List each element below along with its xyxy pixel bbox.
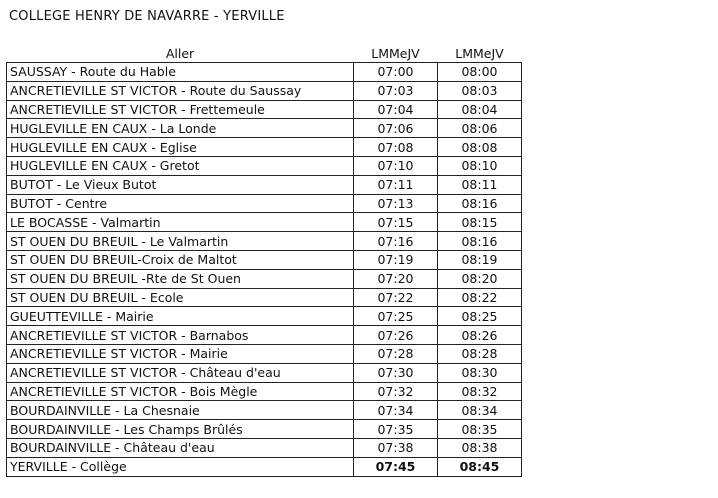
time-first: 07:08 [354,138,438,157]
time-second: 08:26 [438,326,522,345]
time-first: 07:19 [354,250,438,269]
table-row [7,119,522,138]
stop-name: YERVILLE - Collège [7,457,354,476]
table-row [7,232,522,251]
time-second: 08:15 [438,213,522,232]
stop-name: HUGLEVILLE EN CAUX - La Londe [7,119,354,138]
time-second: 08:38 [438,438,522,457]
header-aller: Aller [165,45,195,61]
time-first: 07:10 [354,156,438,175]
time-second: 08:32 [438,382,522,401]
time-second: 08:16 [438,194,522,213]
stop-name: HUGLEVILLE EN CAUX - Gretot [7,156,354,175]
time-first: 07:30 [354,363,438,382]
time-first: 07:25 [354,307,438,326]
time-first: 07:04 [354,100,438,119]
time-first: 07:20 [354,269,438,288]
stop-name: ST OUEN DU BREUIL - Le Valmartin [7,232,354,251]
table-row [7,138,522,157]
table-row [7,81,522,100]
table-row [7,250,522,269]
time-second: 08:11 [438,175,522,194]
table-row [7,326,522,345]
table-row [7,382,522,401]
stop-name: BUTOT - Centre [7,194,354,213]
table-row [7,63,522,82]
time-first: 07:15 [354,213,438,232]
stop-name: ST OUEN DU BREUIL - Ecole [7,288,354,307]
stop-name: GUEUTTEVILLE - Mairie [7,307,354,326]
stop-name: ANCRETIEVILLE ST VICTOR - Frettemeule [7,100,354,119]
table-row [7,213,522,232]
table-row [7,363,522,382]
header-days-1: LMMeJV [371,45,420,61]
time-first: 07:26 [354,326,438,345]
stop-name: SAUSSAY - Route du Hable [7,63,354,82]
time-first: 07:03 [354,81,438,100]
table-row [7,438,522,457]
table-row [7,401,522,420]
time-second: 08:19 [438,250,522,269]
stop-name: ST OUEN DU BREUIL -Rte de St Ouen [7,269,354,288]
stop-name: ANCRETIEVILLE ST VICTOR - Route du Saussay [7,81,354,100]
time-first: 07:35 [354,420,438,439]
time-second: 08:20 [438,269,522,288]
stop-name: HUGLEVILLE EN CAUX - Eglise [7,138,354,157]
time-second: 08:45 [438,457,522,476]
stop-name: ST OUEN DU BREUIL-Croix de Maltot [7,250,354,269]
page-title: COLLEGE HENRY DE NAVARRE - YERVILLE [9,9,285,24]
time-second: 08:22 [438,288,522,307]
time-second: 08:25 [438,307,522,326]
table-row [7,288,522,307]
time-first: 07:34 [354,401,438,420]
time-second: 08:10 [438,156,522,175]
time-first: 07:16 [354,232,438,251]
time-first: 07:32 [354,382,438,401]
stop-name: LE BOCASSE - Valmartin [7,213,354,232]
time-first: 07:06 [354,119,438,138]
time-second: 08:16 [438,232,522,251]
time-first: 07:28 [354,344,438,363]
stop-name: ANCRETIEVILLE ST VICTOR - Bois Mègle [7,382,354,401]
stop-name: ANCRETIEVILLE ST VICTOR - Barnabos [7,326,354,345]
time-second: 08:35 [438,420,522,439]
time-first: 07:13 [354,194,438,213]
header-row [7,44,522,63]
stop-name: BUTOT - Le Vieux Butot [7,175,354,194]
stop-name: ANCRETIEVILLE ST VICTOR - Mairie [7,344,354,363]
time-second: 08:30 [438,363,522,382]
header-days-2: LMMeJV [455,45,504,61]
time-second: 08:34 [438,401,522,420]
stop-name: BOURDAINVILLE - Château d'eau [7,438,354,457]
table-row [7,175,522,194]
table-row [7,307,522,326]
time-second: 08:06 [438,119,522,138]
time-first: 07:22 [354,288,438,307]
table-row [7,100,522,119]
time-second: 08:00 [438,63,522,82]
time-second: 08:08 [438,138,522,157]
table-row [7,269,522,288]
stop-name: BOURDAINVILLE - Les Champs Brûlés [7,420,354,439]
table-row [7,156,522,175]
table-row [7,457,522,476]
time-second: 08:03 [438,81,522,100]
time-second: 08:04 [438,100,522,119]
timetable [6,44,522,477]
time-first: 07:11 [354,175,438,194]
time-second: 08:28 [438,344,522,363]
table-row [7,420,522,439]
time-first: 07:00 [354,63,438,82]
table-row [7,344,522,363]
time-first: 07:45 [354,457,438,476]
stop-name: BOURDAINVILLE - La Chesnaie [7,401,354,420]
table-row [7,194,522,213]
time-first: 07:38 [354,438,438,457]
stop-name: ANCRETIEVILLE ST VICTOR - Château d'eau [7,363,354,382]
